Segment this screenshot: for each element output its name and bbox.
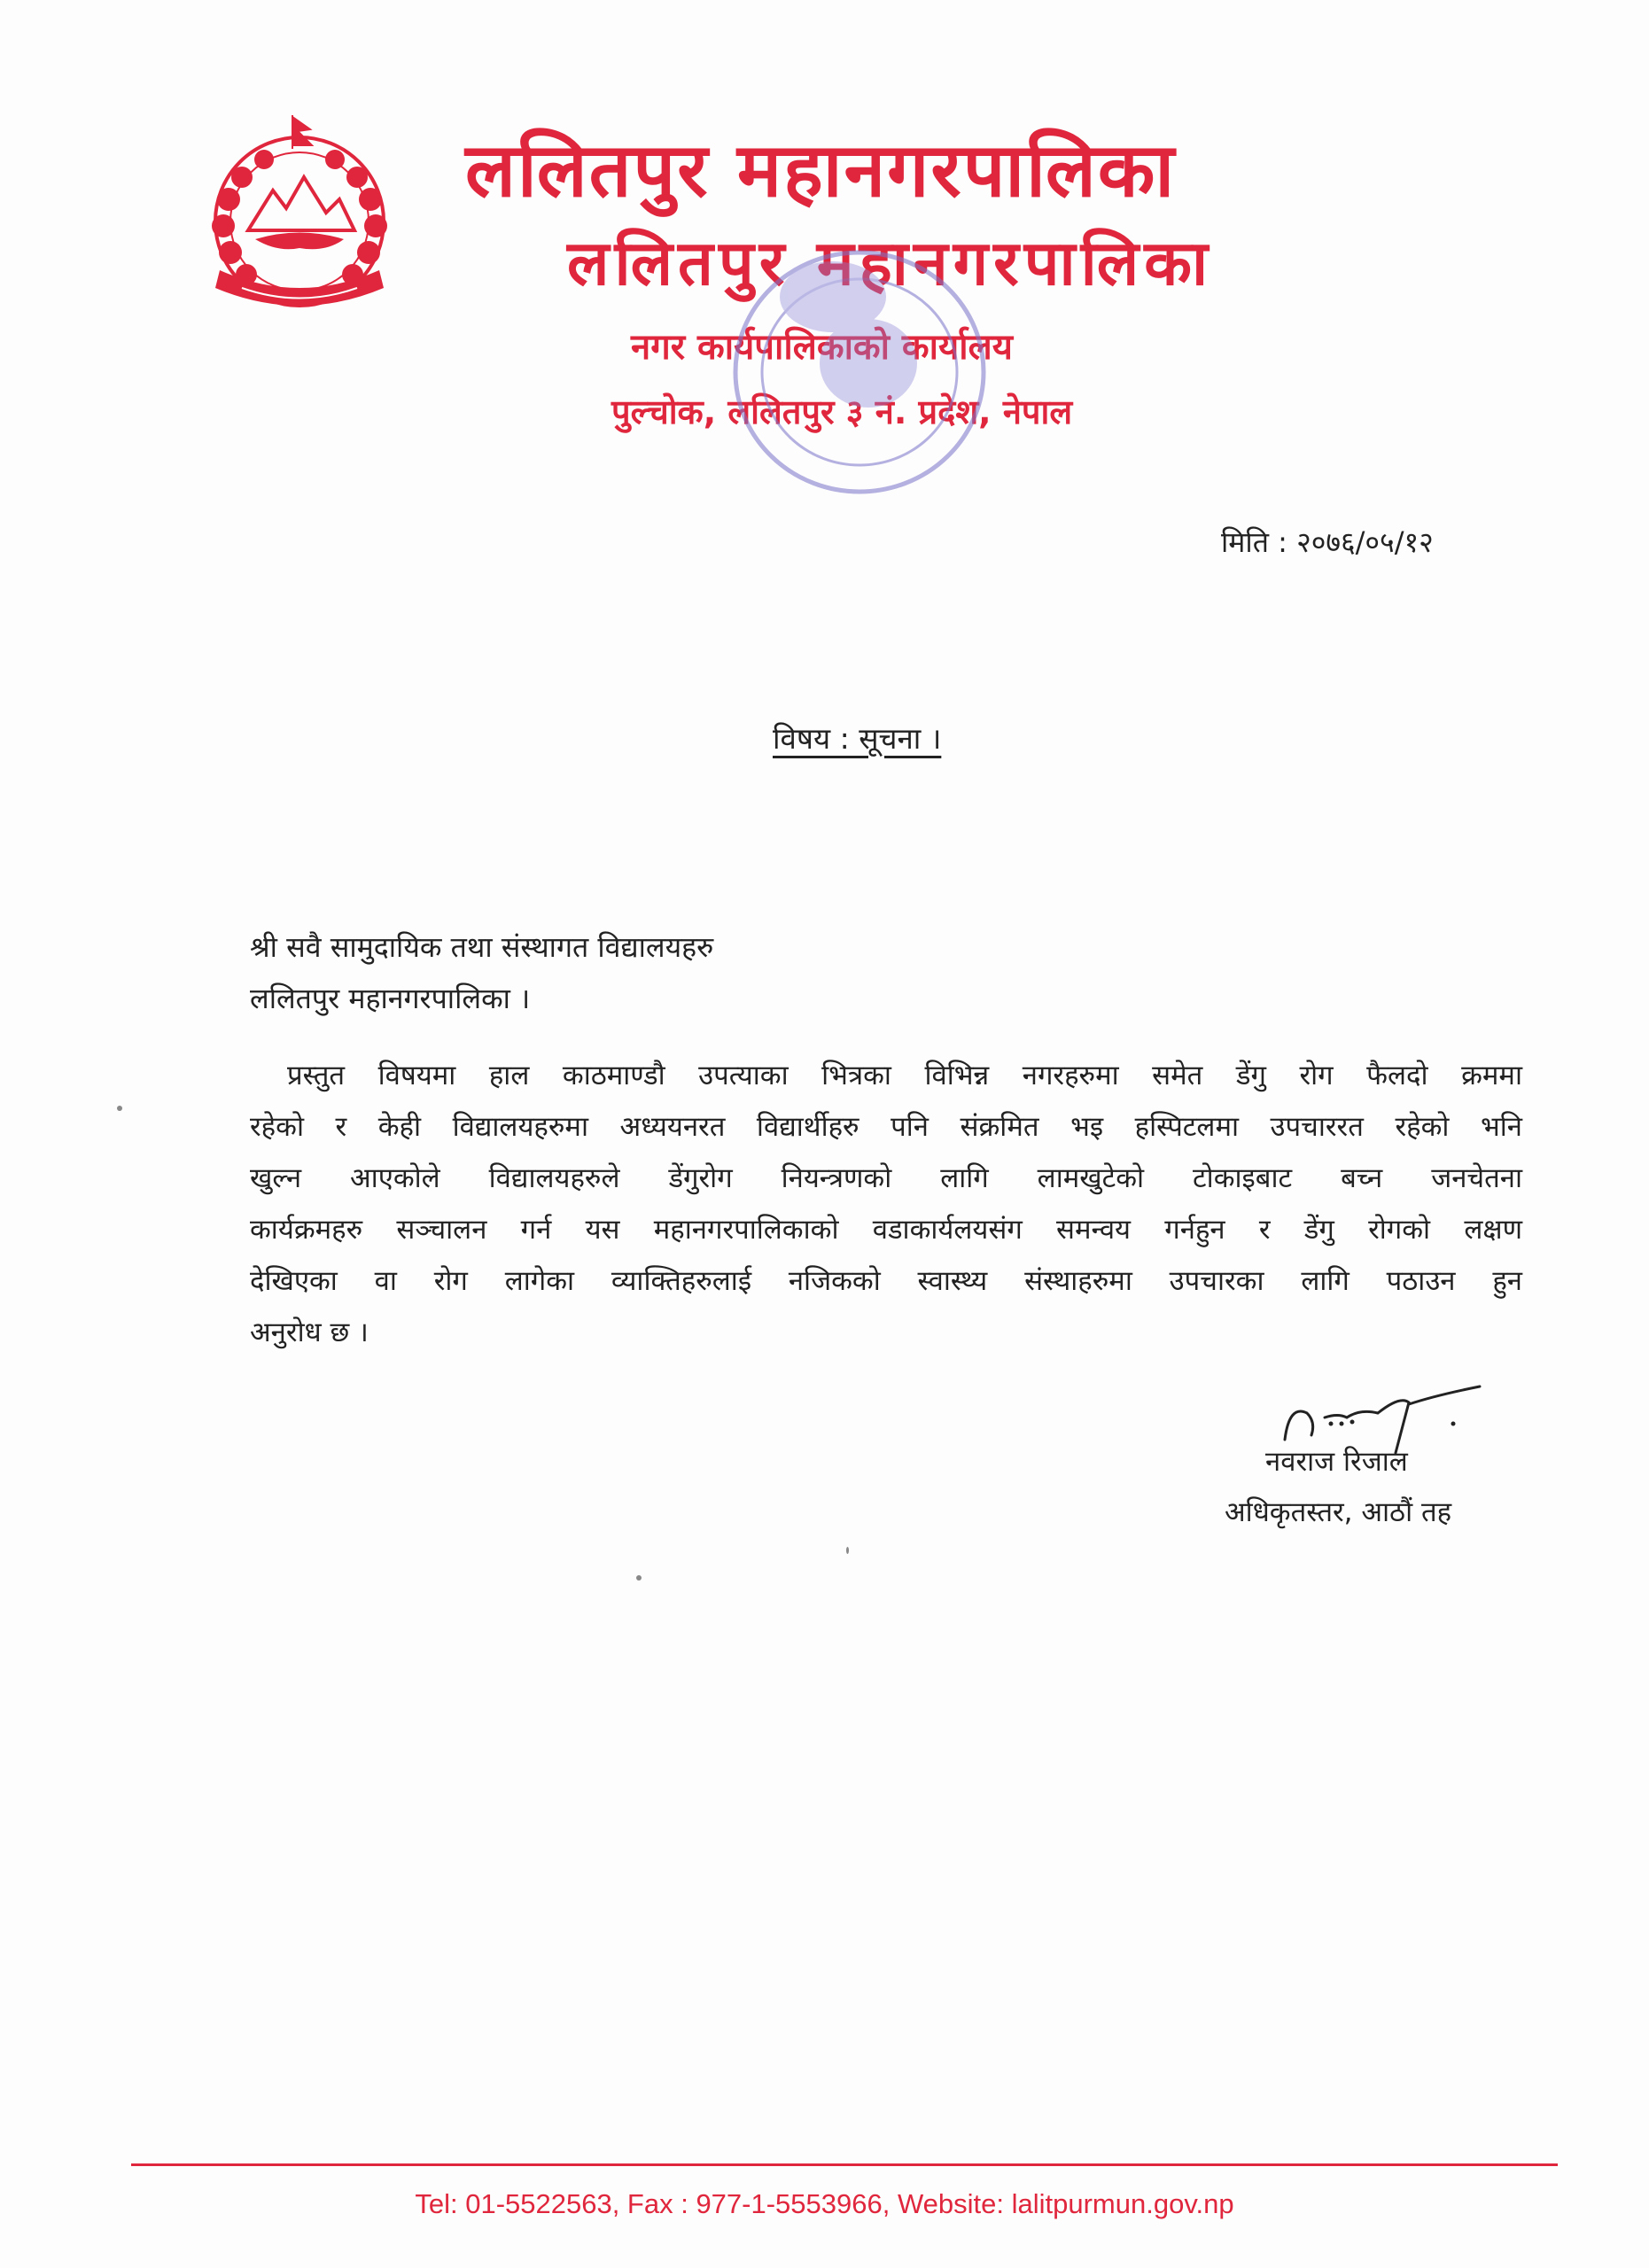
body-line: देखिएका वा रोग लागेका व्याक्तिहरुलाई नजिकको स्वास्थ्य संस्थाहरुमा उपचारका लागि पठाउन हुन <box>250 1265 1522 1297</box>
office-name: नगर कार्यपालिकाको कार्यालय <box>631 327 1013 368</box>
addressee-line: श्री सवै सामुदायिक तथा संस्थागत विद्यालयहरु <box>250 930 714 964</box>
body-line: रहेको र केही विद्यालयहरुमा अध्ययनरत विद्यार्थीहरु पनि संक्रमित भइ हस्पिटलमा उपचाररत रहेको भनि <box>250 1111 1522 1143</box>
signer-title: अधिकृतस्तर, आठौं तह <box>1225 1496 1452 1528</box>
footer-contact: Tel: 01-5522563, Fax : 977-1-5553966, Website: lalitpurmun.gov.np <box>415 2188 1234 2219</box>
body-line: खुल्न आएकोले विद्यालयहरुले डेंगुरोग नियन्त्रणको लागि लामखुटेको टोकाइबाट बच्न जनचेतना <box>250 1162 1522 1194</box>
body-line: अनुरोध छ । <box>250 1317 369 1348</box>
municipality-title: ललितपुर महानगरपालिका <box>465 127 1177 214</box>
letter-date: मिति : २०७६/०५/१२ <box>1221 525 1434 559</box>
scan-speck <box>117 1106 122 1111</box>
municipality-title-newari: ललितपुर महानगरपालिका <box>567 226 1214 299</box>
office-address: पुल्चोक, ललितपुर ३ नं. प्रदेश, नेपाल <box>611 392 1073 431</box>
letter-body <box>250 1050 1522 1358</box>
body-line: कार्यक्रमहरु सञ्चालन गर्न यस महानगरपालिकाको वडाकार्यलयसंग समन्वय गर्नहुन र डेंगु रोगको लक्षण <box>250 1214 1522 1246</box>
letter-subject: विषय : सूचना । <box>773 721 942 756</box>
nepal-government-emblem-icon <box>193 106 406 319</box>
body-line: प्रस्तुत विषयमा हाल काठमाण्डौ उपत्याका भित्रका विभिन्न नगरहरुमा समेत डेंगु रोग फैलदो क्रममा <box>287 1060 1522 1091</box>
addressee-line: ललितपुर महानगरपालिका । <box>250 982 531 1015</box>
office-seal-stamp <box>727 244 992 501</box>
addressee-block <box>250 921 713 1024</box>
scan-speck <box>846 1547 849 1554</box>
footer-divider <box>131 2163 1558 2166</box>
signer-name: नवराज रिजाल <box>1265 1446 1408 1478</box>
scan-speck <box>636 1575 642 1581</box>
